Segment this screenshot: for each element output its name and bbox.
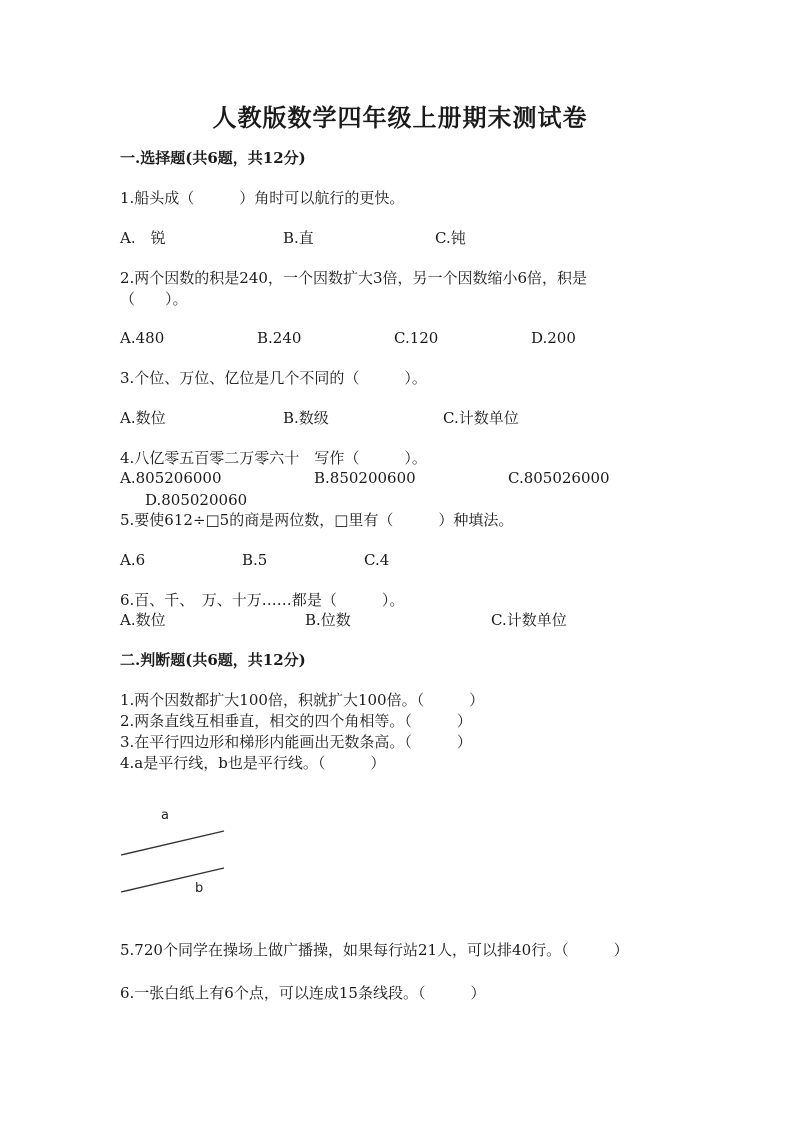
option-a: A.480 <box>120 329 165 347</box>
judgment-item: 5.720个同学在操场上做广播操，如果每行站21人，可以排40行。（ ） <box>120 941 629 959</box>
question-text: 4.八亿零五百零二万零六十 写作（ ）。 <box>120 449 427 467</box>
option-a: A. 锐 <box>120 229 166 247</box>
option-b: B.位数 <box>305 611 351 629</box>
option-d: D.805020060 <box>145 491 248 509</box>
option-c: C.4 <box>364 551 390 569</box>
judgment-item: 4.a是平行线，b也是平行线。（ ） <box>120 754 386 772</box>
option-c: C.计数单位 <box>491 611 567 629</box>
parallel-lines-figure <box>110 800 240 900</box>
section-heading-choice: 一.选择题(共6题，共12分) <box>120 149 306 167</box>
option-a: A.数位 <box>120 409 166 427</box>
judgment-item: 2.两条直线互相垂直，相交的四个角相等。（ ） <box>120 712 472 730</box>
option-a: A.6 <box>120 551 146 569</box>
section-heading-judgment: 二.判断题(共6题，共12分) <box>120 651 306 669</box>
option-b: B.850200600 <box>314 469 416 487</box>
option-b: B.240 <box>257 329 302 347</box>
line-label-a: a <box>161 808 169 823</box>
option-a: A.数位 <box>120 611 166 629</box>
option-b: B.直 <box>283 229 314 247</box>
judgment-item: 1.两个因数都扩大100倍，积就扩大100倍。（ ） <box>120 691 485 709</box>
question-text: 1.船头成（ ）角时可以航行的更快。 <box>120 189 405 207</box>
question-text-continued: （ ）。 <box>120 290 188 308</box>
question-text: 3.个位、万位、亿位是几个不同的（ ）。 <box>120 369 427 387</box>
question-text: 2.两个因数的积是240，一个因数扩大3倍，另一个因数缩小6倍，积是 <box>120 269 588 287</box>
option-d: D.200 <box>531 329 576 347</box>
judgment-item: 3.在平行四边形和梯形内能画出无数条高。（ ） <box>120 733 472 751</box>
option-c: C.120 <box>394 329 439 347</box>
judgment-item: 6.一张白纸上有6个点，可以连成15条线段。（ ） <box>120 984 486 1002</box>
option-a: A.805206000 <box>120 469 222 487</box>
line-b <box>121 868 224 892</box>
question-text: 6.百、千、 万、十万……都是（ ）。 <box>120 591 405 609</box>
option-c: C.钝 <box>435 229 466 247</box>
question-text: 5.要使612÷□5的商是两位数，□里有（ ）种填法。 <box>120 511 514 529</box>
line-label-b: b <box>195 881 204 896</box>
option-b: B.数级 <box>283 409 329 427</box>
option-c: C.计数单位 <box>443 409 519 427</box>
line-a <box>121 831 224 855</box>
option-b: B.5 <box>242 551 268 569</box>
page-title: 人教版数学四年级上册期末测试卷 <box>212 103 588 132</box>
option-c: C.805026000 <box>508 469 610 487</box>
